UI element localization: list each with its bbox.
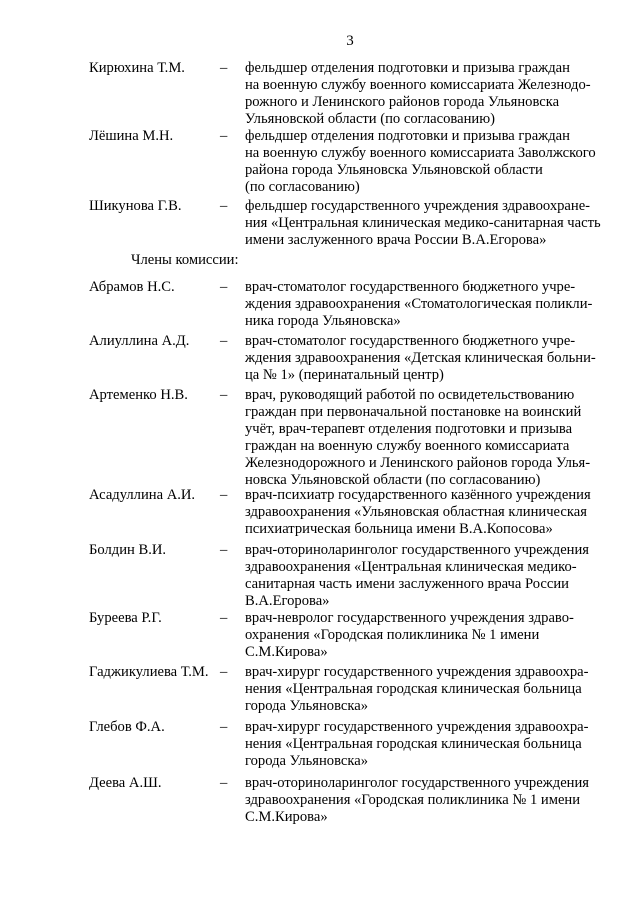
description-line: здравоохранения «Городская поликлиника № 1 имени [245, 792, 581, 808]
description-line: ца № 1» (перинатальный центр) [245, 367, 444, 383]
member-name: Гаджикулиева Т.М. [89, 664, 209, 680]
member-name: Абрамов Н.С. [89, 279, 175, 295]
dash: – [220, 198, 228, 214]
description-line: санитарная часть имени заслуженного врача России [245, 576, 569, 592]
description-line: города Ульяновска» [245, 698, 369, 714]
member-name: Глебов Ф.А. [89, 719, 165, 735]
member-name: Кирюхина Т.М. [89, 60, 185, 76]
description-line: фельдшер отделения подготовки и призыва граждан [245, 60, 570, 76]
description-line: фельдшер отделения подготовки и призыва граждан [245, 128, 570, 144]
member-name: Лёшина М.Н. [89, 128, 174, 144]
description-line: рожного и Ленинского районов города Ульяновска [245, 94, 560, 110]
description-line: новска Ульяновской области (по согласованию) [245, 472, 541, 488]
description-line: Железнодорожного и Ленинского районов города Улья- [245, 455, 591, 471]
member-name: Асадуллина А.И. [89, 487, 196, 503]
dash: – [220, 664, 228, 680]
member-description [245, 387, 612, 489]
member-description [245, 542, 612, 610]
description-line: С.М.Кирова» [245, 644, 328, 660]
description-line: имени заслуженного врача России В.А.Егорова» [245, 232, 547, 248]
description-line: Ульяновской области (по согласованию) [245, 111, 495, 127]
member-name: Алиуллина А.Д. [89, 333, 190, 349]
member-description [245, 198, 612, 249]
member-description [245, 60, 612, 128]
description-line: С.М.Кирова» [245, 809, 328, 825]
page-number: 3 [346, 33, 354, 49]
description-line: фельдшер государственного учреждения здравоохране- [245, 198, 591, 214]
member-description [245, 333, 612, 384]
dash: – [220, 775, 228, 791]
section-title: Члены комиссии: [131, 252, 239, 268]
description-line: здравоохранения «Ульяновская областная клиническая [245, 504, 587, 520]
description-line: психиатрическая больница имени В.А.Копосова» [245, 521, 553, 537]
member-name: Буреева Р.Г. [89, 610, 162, 626]
description-line: на военную службу военного комиссариата Заволжского [245, 145, 596, 161]
member-name: Артеменко Н.В. [89, 387, 188, 403]
member-name: Болдин В.И. [89, 542, 167, 558]
description-line: врач, руководящий работой по освидетельствованию [245, 387, 575, 403]
description-line: на военную службу военного комиссариата Железнодо- [245, 77, 591, 93]
dash: – [220, 719, 228, 735]
description-line: города Ульяновска» [245, 753, 369, 769]
member-description [245, 775, 612, 826]
description-line: граждан на военную службу военного комиссариата [245, 438, 570, 454]
member-description [245, 279, 612, 330]
description-line: ния «Центральная клиническая медико-санитарная часть [245, 215, 601, 231]
dash: – [220, 387, 228, 403]
description-line: врач-невролог государственного учреждения здраво- [245, 610, 574, 626]
description-line: врач-стоматолог государственного бюджетного учре- [245, 279, 576, 295]
member-description [245, 719, 612, 770]
member-name: Шикунова Г.В. [89, 198, 182, 214]
description-line: граждан при первоначальной постановке на воинский [245, 404, 582, 420]
description-line: ждения здравоохранения «Детская клиническая больни- [245, 350, 596, 366]
dash: – [220, 610, 228, 626]
member-description [245, 487, 612, 538]
description-line: В.А.Егорова» [245, 593, 330, 609]
dash: – [220, 487, 228, 503]
description-line: ждения здравоохранения «Стоматологическая поликли- [245, 296, 593, 312]
description-line: нения «Центральная городская клиническая больница [245, 736, 582, 752]
description-line: учёт, врач-терапевт отделения подготовки и призыва [245, 421, 573, 437]
description-line: врач-хирург государственного учреждения здравоохра- [245, 719, 589, 735]
description-line: охранения «Городская поликлиника № 1 имени [245, 627, 540, 643]
description-line: врач-хирург государственного учреждения здравоохра- [245, 664, 589, 680]
description-line: врач-оториноларинголог государственного учреждения [245, 775, 589, 791]
dash: – [220, 128, 228, 144]
dash: – [220, 542, 228, 558]
dash: – [220, 60, 228, 76]
member-description [245, 610, 612, 661]
member-description [245, 128, 612, 196]
member-description [245, 664, 612, 715]
description-line: ника города Ульяновска» [245, 313, 401, 329]
description-line: врач-психиатр государственного казённого учреждения [245, 487, 591, 503]
description-line: здравоохранения «Центральная клиническая медико- [245, 559, 577, 575]
description-line: (по согласованию) [245, 179, 360, 195]
description-line: врач-стоматолог государственного бюджетного учре- [245, 333, 576, 349]
member-name: Деева А.Ш. [89, 775, 162, 791]
description-line: врач-оториноларинголог государственного учреждения [245, 542, 589, 558]
description-line: нения «Центральная городская клиническая больница [245, 681, 582, 697]
dash: – [220, 279, 228, 295]
dash: – [220, 333, 228, 349]
description-line: района города Ульяновска Ульяновской области [245, 162, 543, 178]
